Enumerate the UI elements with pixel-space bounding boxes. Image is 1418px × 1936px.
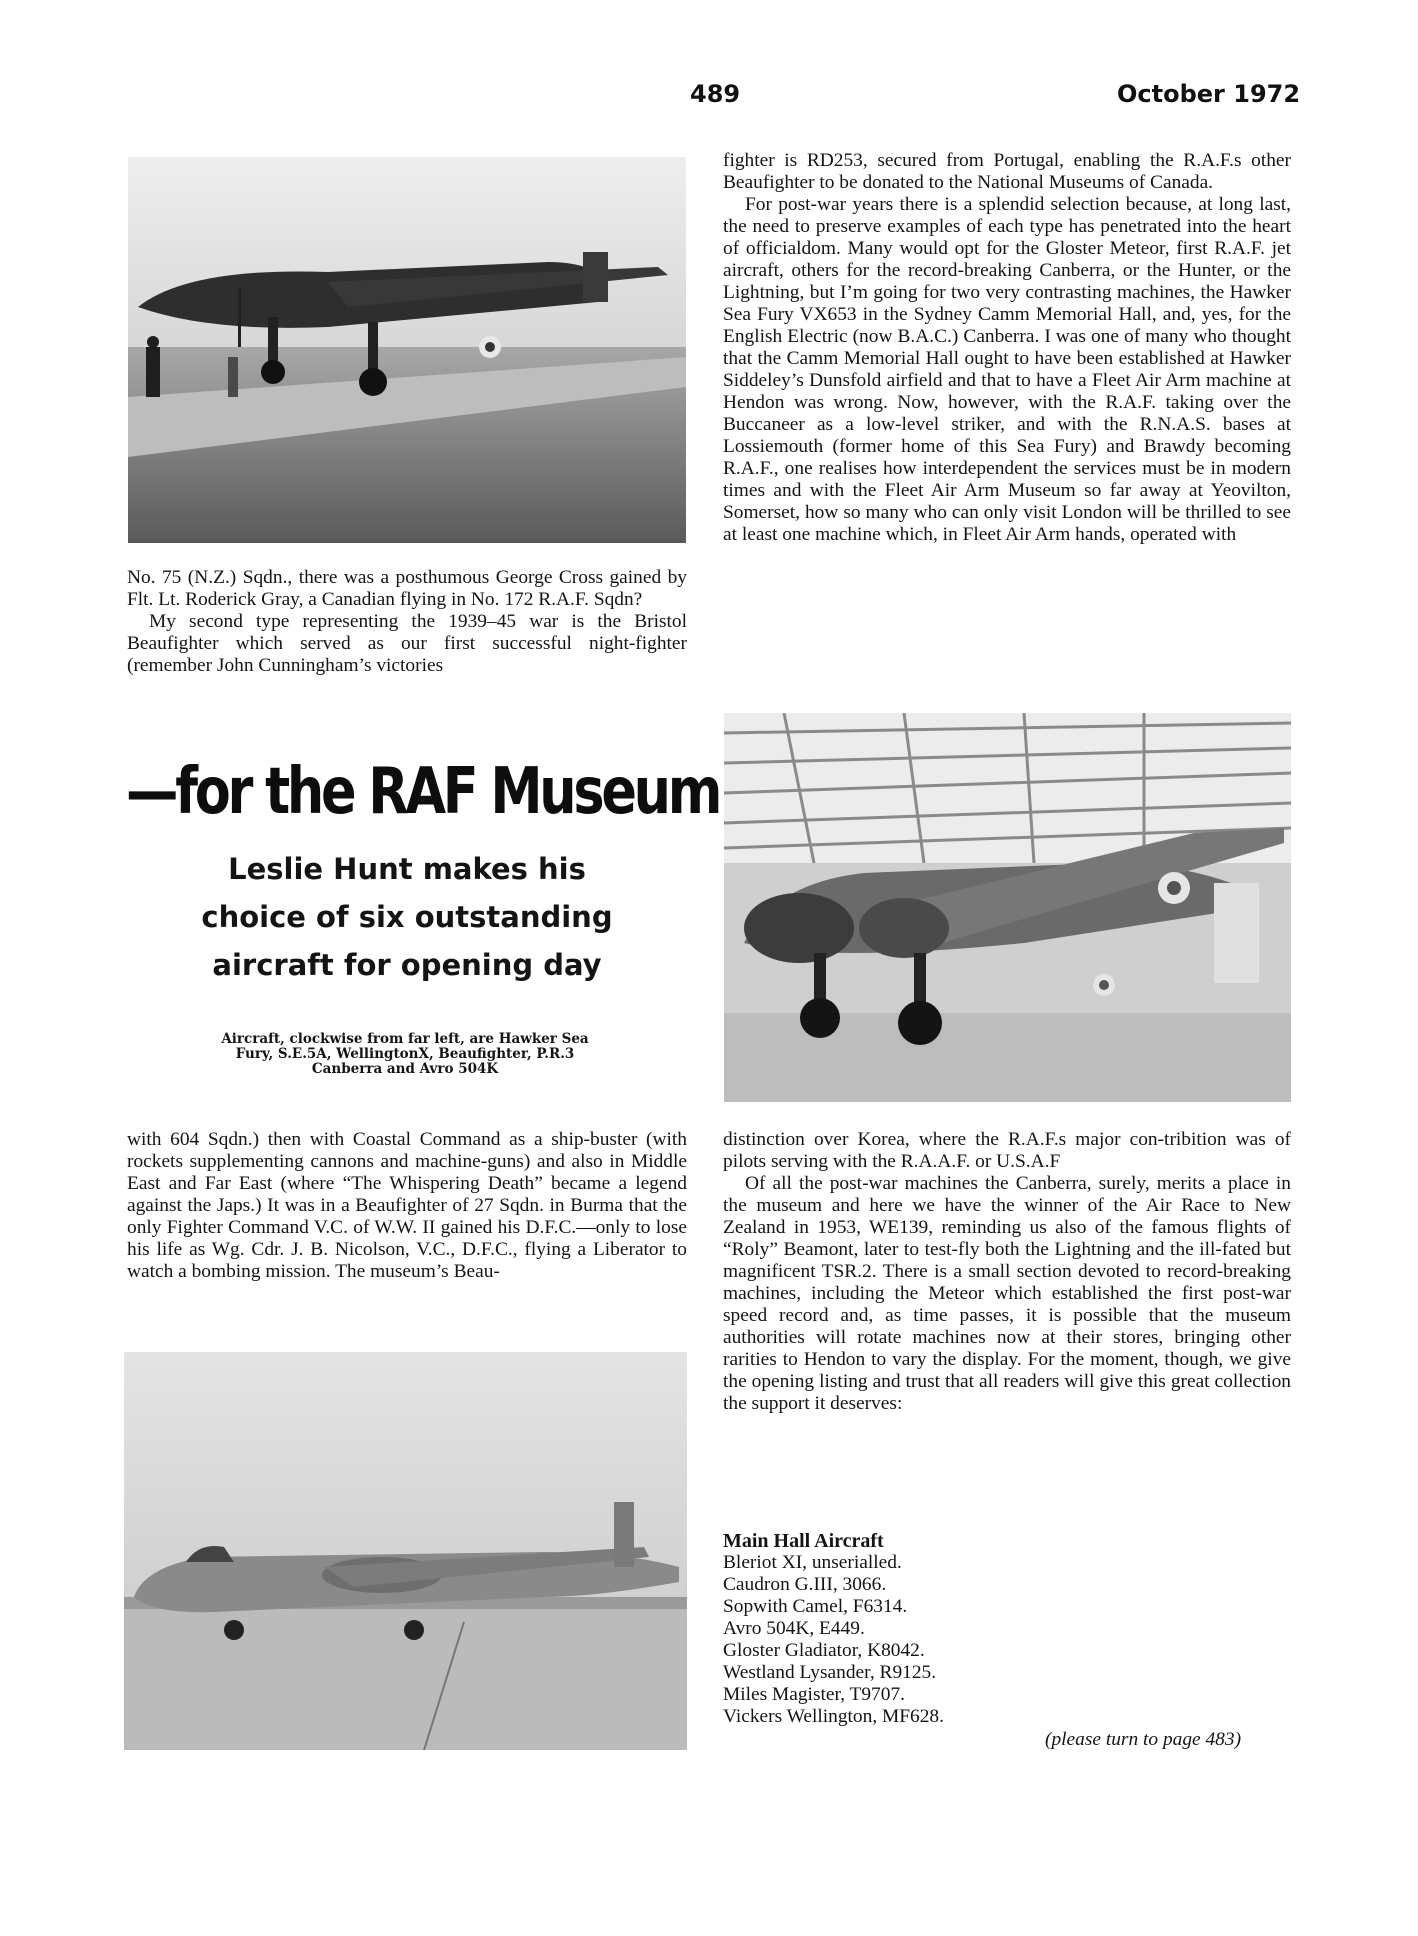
- paragraph: with 604 Sqdn.) then with Coastal Command as a ship-buster (with rockets supplementing cannons and machine-guns) and also in Middle East and Far East (where “The Whispering Death” became a legend against the Japs.) It was in a Beaufighter of 27 Sqdn. in Burma that the only Fighter Command V.C. of W.W. II gained his D.F.C.—only to lose his life as Wg. Cdr. J. B. Nicolson, V.C., D.F.C., flying a Liberator to watch a bombing mission. The museum’s Beau-: [127, 1129, 687, 1282]
- list-item: Gloster Gladiator, K8042.: [723, 1640, 925, 1661]
- beaufighter-photo: [724, 713, 1291, 1102]
- photo-caption: Aircraft, clockwise from far left, are Hawker Sea Fury, S.E.5A, WellingtonX, Beaufighter, P.R.3 Canberra and Avro 504K: [221, 1031, 589, 1077]
- subhead: [127, 845, 687, 989]
- continuation-note: (please turn to page 483): [1045, 1729, 1242, 1750]
- subhead-line: Leslie Hunt makes his: [228, 852, 586, 886]
- left-column-bottom-text: [127, 1129, 687, 1283]
- list-title: Main Hall Aircraft: [723, 1530, 884, 1552]
- paragraph: No. 75 (N.Z.) Sqdn., there was a posthumous George Cross gained by Flt. Lt. Roderick Gray, a Canadian flying in No. 172 R.A.F. Sqdn?: [127, 567, 687, 610]
- wellington-photo: [128, 157, 686, 543]
- subhead-line: aircraft for opening day: [212, 948, 602, 982]
- main-hall-list: [723, 1530, 1291, 1728]
- list-item: Caudron G.III, 3066.: [723, 1574, 887, 1595]
- headline: —for the RAF Museum: [126, 755, 720, 829]
- right-column-top-text: [723, 150, 1291, 546]
- paragraph: Of all the post-war machines the Canberra, surely, merits a place in the museum and here we have the winner of the Air Race to New Zealand in 1953, WE139, reminding us also of the famous flights of “Roly” Beamont, later to test-fly both the Lightning and the ill-fated but magnificent TSR.2. There is a small section devoted to record-breaking machines, including the Meteor which established the first post-war speed record and, as time passes, it is possible that the museum authorities will rotate machines now at their stores, bringing other rarities to Hendon to vary the display. For the moment, though, we give the opening listing and trust that all readers will give this great collection the support it deserves:: [723, 1173, 1291, 1414]
- list-item: Avro 504K, E449.: [723, 1618, 865, 1639]
- list-item: Sopwith Camel, F6314.: [723, 1596, 908, 1617]
- subhead-line: choice of six outstanding: [201, 900, 613, 934]
- list-item: Bleriot XI, unserialled.: [723, 1552, 902, 1573]
- paragraph: fighter is RD253, secured from Portugal, enabling the R.A.F.s other Beaufighter to be donated to the National Museums of Canada.: [723, 150, 1291, 193]
- list-item: Vickers Wellington, MF628.: [723, 1706, 944, 1727]
- paragraph: distinction over Korea, where the R.A.F.s major con-tribition was of pilots serving with the R.A.A.F. or U.S.A.F: [723, 1129, 1291, 1172]
- issue-date: October 1972: [1117, 80, 1301, 108]
- list-item: Miles Magister, T9707.: [723, 1684, 905, 1705]
- list-item: Westland Lysander, R9125.: [723, 1662, 937, 1683]
- paragraph: My second type representing the 1939–45 war is the Bristol Beaufighter which served as our first successful night-fighter (remember John Cunningham’s victories: [127, 611, 687, 676]
- left-column-top-text: [127, 567, 687, 677]
- paragraph: For post-war years there is a splendid selection because, at long last, the need to preserve examples of each type has penetrated into the heart of officialdom. Many would opt for the Gloster Meteor, first R.A.F. jet aircraft, others for the record-breaking Canberra, or the Hunter, or the Lightning, but I’m going for two very contrasting machines, the Hawker Sea Fury VX653 in the Sydney Camm Memorial Hall, and, yes, for the English Electric (now B.A.C.) Canberra. I was one of many who thought that the Camm Memorial Hall ought to have been established at Hawker Siddeley’s Dunsfold airfield and that to have a Fleet Air Arm machine at Hendon was wrong. Now, however, with the R.A.F. taking over the Buccaneer as a low-level striker, and with the R.N.A.S. bases at Lossiemouth (former home of this Sea Fury) and Brawdy becoming R.A.F., one realises how interdependent the services must be in modern times and with the Fleet Air Arm Museum so far away at Yeovilton, Somerset, how so many who can only visit London will be thrilled to see at least one machine which, in Fleet Air Arm hands, operated with: [723, 194, 1291, 545]
- page-number: 489: [690, 80, 741, 108]
- canberra-photo: [124, 1352, 687, 1750]
- right-column-bottom-text: [723, 1129, 1291, 1415]
